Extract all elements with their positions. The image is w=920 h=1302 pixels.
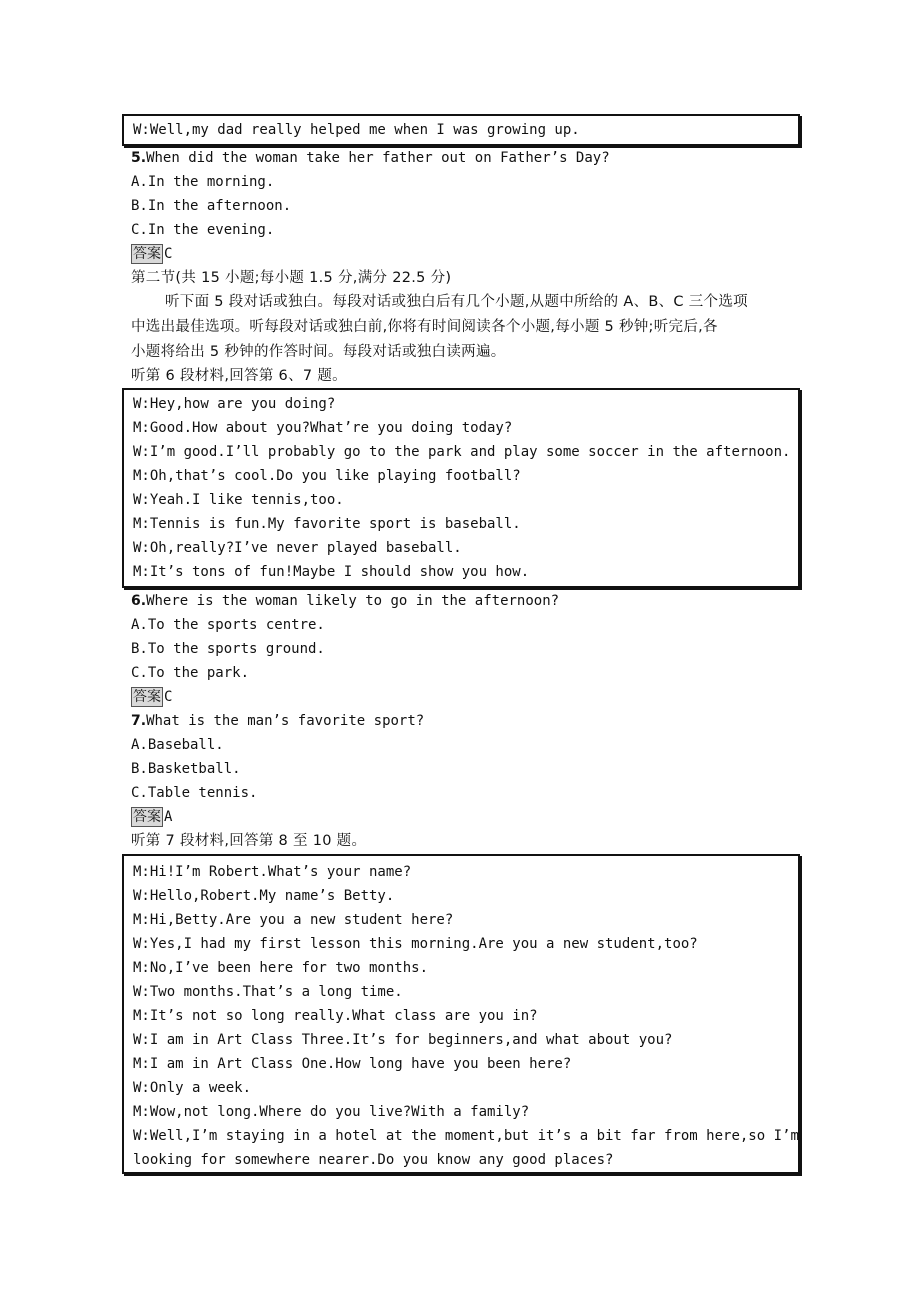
question-number: 5. — [131, 150, 147, 166]
question-text: When did the woman take her father out on Father’s Day? — [146, 150, 610, 166]
transcript-line: M:Wow,not long.Where do you live?With a family? — [133, 1104, 530, 1120]
question-text: Where is the woman likely to go in the afternoon? — [146, 593, 560, 609]
transcript-line: M:Tennis is fun.My favorite sport is baseball. — [133, 516, 521, 532]
option-a: A.In the morning. — [131, 174, 275, 190]
answer-tag: 答案 — [133, 809, 161, 825]
option-c: C.In the evening. — [131, 222, 275, 238]
transcript-line: W:I am in Art Class Three.It’s for beginners,and what about you? — [133, 1032, 673, 1048]
section-heading: 第二节(共 15 小题;每小题 1.5 分,满分 22.5 分) — [131, 270, 452, 286]
transcript-line: looking for somewhere nearer.Do you know any good places? — [133, 1152, 614, 1168]
answer-row-5 — [131, 242, 172, 266]
option-b: B.In the afternoon. — [131, 198, 292, 214]
answer-row-6 — [131, 685, 172, 709]
transcript-line: M:No,I’ve been here for two months. — [133, 960, 429, 976]
transcript-line: M:It’s tons of fun!Maybe I should show you how. — [133, 564, 530, 580]
question-5 — [131, 146, 610, 170]
instructions-line-1: 听下面 5 段对话或独白。每段对话或独白后有几个小题,从题中所给的 A、B、C 三个选项 — [165, 294, 748, 310]
transcript-line: W:Yes,I had my first lesson this morning.Are you a new student,too? — [133, 936, 698, 952]
transcript-box-material6 — [122, 388, 800, 588]
transcript-line: M:Oh,that’s cool.Do you like playing football? — [133, 468, 521, 484]
material-6-heading: 听第 6 段材料,回答第 6、7 题。 — [131, 368, 347, 384]
transcript-line: M:I am in Art Class One.How long have you been here? — [133, 1056, 572, 1072]
question-text: What is the man’s favorite sport? — [146, 713, 425, 729]
option-a: A.To the sports centre. — [131, 617, 325, 633]
transcript-line: M:Good.How about you?What’re you doing today? — [133, 420, 513, 436]
transcript-line: W:Well,my dad really helped me when I was growing up. — [133, 122, 580, 138]
transcript-line: W:Hello,Robert.My name’s Betty. — [133, 888, 395, 904]
answer-value: A — [164, 809, 173, 825]
transcript-line: M:Hi!I’m Robert.What’s your name? — [133, 864, 412, 880]
option-a: A.Baseball. — [131, 737, 224, 753]
answer-row-7 — [131, 805, 172, 829]
transcript-line: W:Well,I’m staying in a hotel at the moment,but it’s a bit far from here,so I’m — [133, 1128, 799, 1144]
transcript-line: M:Hi,Betty.Are you a new student here? — [133, 912, 454, 928]
instructions-line-3: 小题将给出 5 秒钟的作答时间。每段对话或独白读两遍。 — [131, 344, 506, 360]
transcript-box-material5 — [122, 114, 800, 146]
transcript-line: W:Only a week. — [133, 1080, 252, 1096]
answer-tag: 答案 — [133, 689, 161, 705]
instructions-line-2: 中选出最佳选项。听每段对话或独白前,你将有时间阅读各个小题,每小题 5 秒钟;听完后,各 — [131, 319, 718, 335]
option-c: C.Table tennis. — [131, 785, 258, 801]
transcript-line: M:It’s not so long really.What class are you in? — [133, 1008, 538, 1024]
transcript-line: W:Yeah.I like tennis,too. — [133, 492, 344, 508]
option-b: B.To the sports ground. — [131, 641, 325, 657]
answer-tag: 答案 — [133, 246, 161, 262]
answer-value: C — [164, 689, 173, 705]
option-b: B.Basketball. — [131, 761, 241, 777]
transcript-line: W:Two months.That’s a long time. — [133, 984, 403, 1000]
question-number: 6. — [131, 593, 147, 609]
question-number: 7. — [131, 713, 147, 729]
transcript-line: W:Oh,really?I’ve never played baseball. — [133, 540, 462, 556]
transcript-line: W:I’m good.I’ll probably go to the park and play some soccer in the afternoon. — [133, 444, 791, 460]
transcript-line: W:Hey,how are you doing? — [133, 396, 336, 412]
material-7-heading: 听第 7 段材料,回答第 8 至 10 题。 — [131, 833, 367, 849]
answer-value: C — [164, 246, 173, 262]
transcript-box-material7 — [122, 854, 800, 1174]
question-7 — [131, 709, 424, 733]
question-6 — [131, 589, 559, 613]
option-c: C.To the park. — [131, 665, 250, 681]
